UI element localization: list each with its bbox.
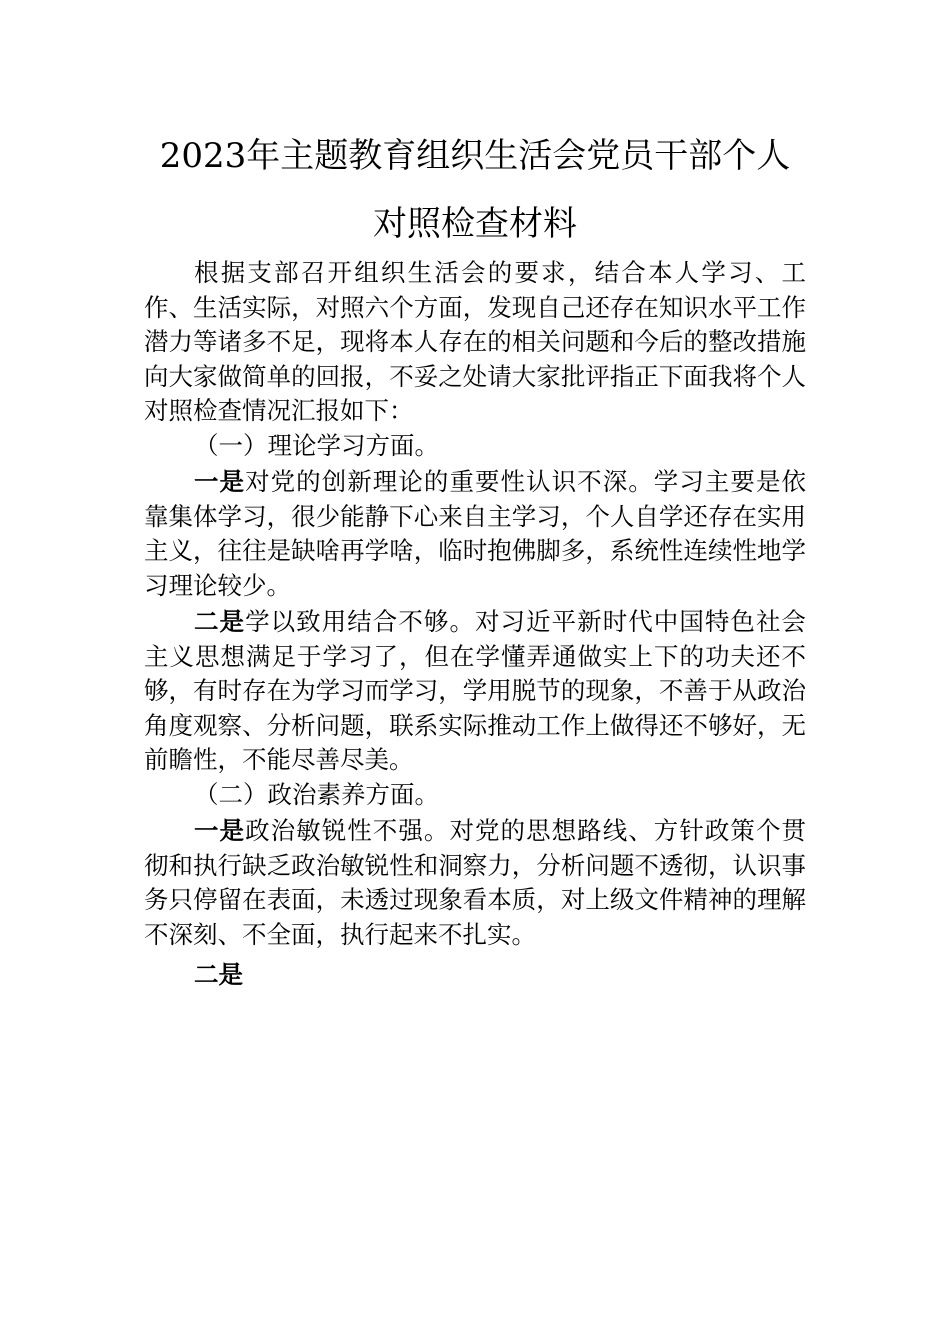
item-lead-label: 一是	[194, 816, 246, 845]
theory-item-2	[144, 605, 806, 778]
item-lead-label: 二是	[194, 607, 246, 636]
section-heading-theory: （一）理论学习方面。	[194, 430, 439, 460]
item-lead-label: 一是	[194, 467, 246, 496]
document-title-line-1: 2023年主题教育组织生活会党员干部个人	[159, 136, 791, 176]
political-item-1	[144, 814, 806, 952]
document-title-line-2: 对照检查材料	[373, 204, 577, 244]
item-text: 学以致用结合不够。对习近平新时代中国特色社会主义思想满足于学习了，但在学懂弄通做实上下的功夫还不够，有时存在为学习而学习，学用脱节的现象，不善于从政治角度观察、分析问题，联系实际推动工作上做得还不够好，无前瞻性，不能尽善尽美。	[144, 607, 807, 774]
theory-item-1	[144, 465, 806, 603]
document-body	[144, 256, 806, 993]
intro-paragraph: 根据支部召开组织生活会的要求，结合本人学习、工作、生活实际，对照六个方面，发现自己还存在知识水平工作潜力等诸多不足，现将本人存在的相关问题和今后的整改措施向大家做简单的回报，不妥之处请大家批评指正下面我将个人对照检查情况汇报如下：	[144, 258, 806, 425]
item-text: 对党的创新理论的重要性认识不深。学习主要是依靠集体学习，很少能静下心来自主学习，个人自学还存在实用主义，往往是缺啥再学啥，临时抱佛脚多，系统性连续性地学习理论较少。	[144, 467, 807, 600]
item-text: 政治敏锐性不强。对党的思想路线、方针政策个贯彻和执行缺乏政治敏锐性和洞察力，分析问题不透彻，认识事务只停留在表面，未透过现象看本质，对上级文件精神的理解不深刻、不全面，执行起来不扎实。	[144, 816, 807, 949]
political-item-2	[144, 958, 806, 993]
section-heading-political: （二）政治素养方面。	[194, 779, 439, 809]
item-lead-label: 二是	[194, 960, 243, 989]
